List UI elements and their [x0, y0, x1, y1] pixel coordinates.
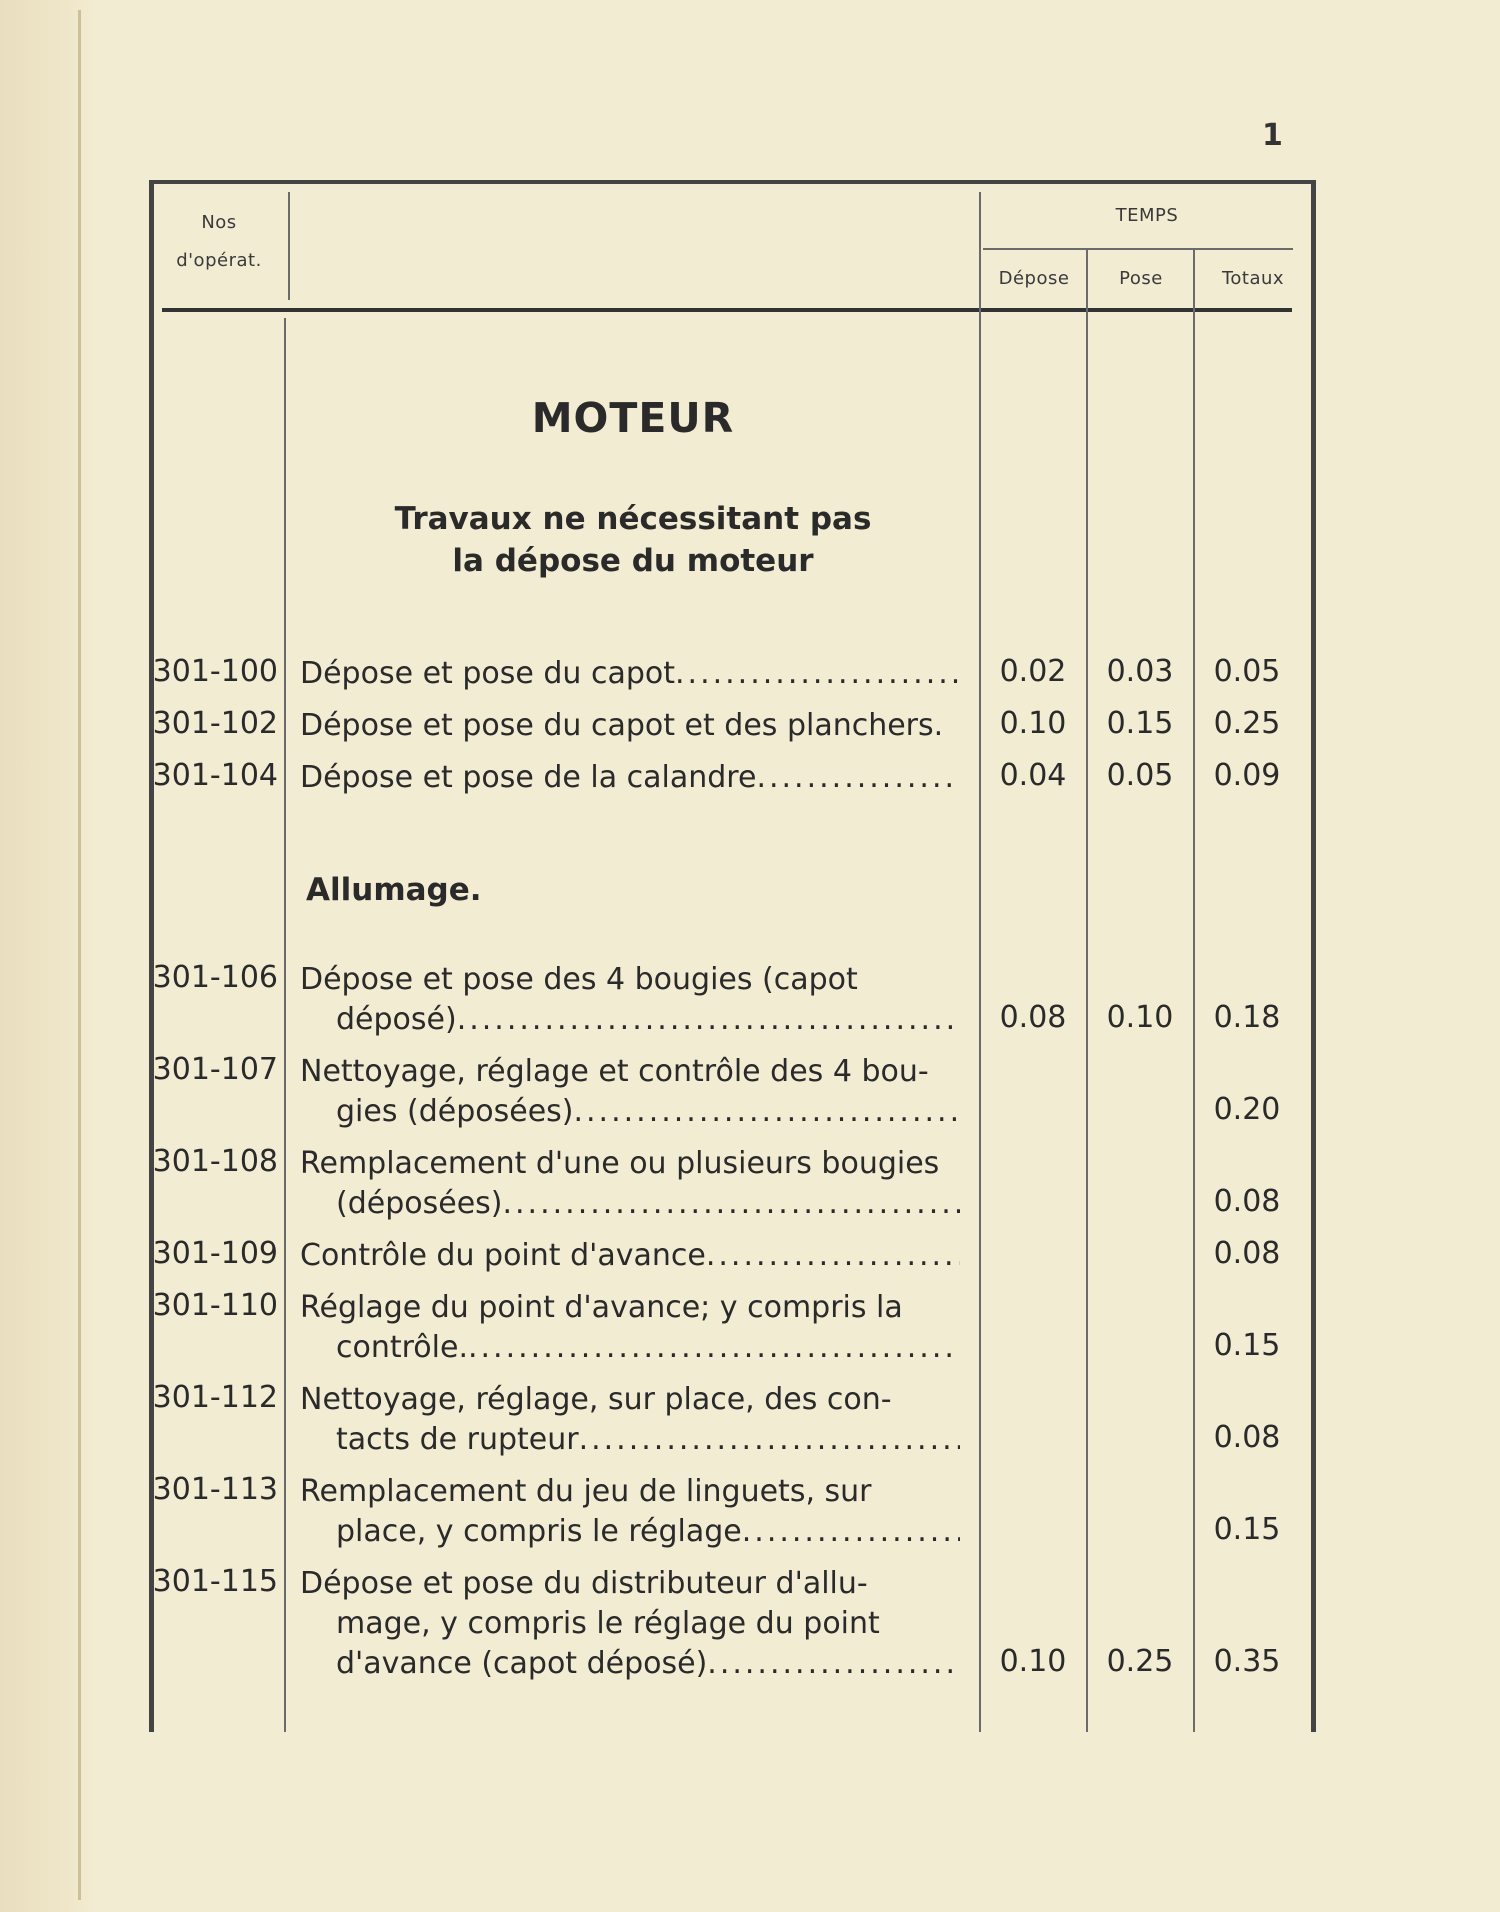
total-time: 0.35 — [1213, 1644, 1281, 1679]
operation-number: 301-100 — [152, 654, 278, 689]
description-line: Contrôle du point d'avance — [300, 1238, 706, 1273]
description-line: Dépose et pose du distributeur d'allu- — [300, 1566, 868, 1601]
operation-number: 301-109 — [152, 1236, 278, 1271]
table-frame-top — [149, 180, 1316, 184]
header-totaux: Totaux — [1221, 268, 1285, 289]
total-time: 0.18 — [1213, 1000, 1281, 1035]
total-time: 0.05 — [1213, 654, 1281, 689]
operation-description — [300, 654, 960, 694]
pose-time: 0.10 — [1106, 1000, 1174, 1035]
description-line: Remplacement du jeu de linguets, sur — [300, 1474, 872, 1509]
total-time: 0.08 — [1213, 1420, 1281, 1455]
operation-number: 301-115 — [152, 1564, 278, 1599]
operation-number: 301-102 — [152, 706, 278, 741]
table-frame-right — [1311, 180, 1316, 1732]
description-line: (déposées) — [336, 1186, 503, 1221]
temps-underline — [983, 248, 1293, 250]
dot-leader — [468, 1328, 960, 1368]
divider-desc-depose — [979, 192, 981, 1732]
description-line: Dépose et pose des 4 bougies (capot — [300, 962, 858, 997]
operation-number: 301-107 — [152, 1052, 278, 1087]
description-line: Réglage du point d'avance; y compris la — [300, 1290, 903, 1325]
description-line: Nettoyage, réglage et contrôle des 4 bou- — [300, 1054, 929, 1089]
depose-time: 0.08 — [999, 1000, 1067, 1035]
operation-number: 301-113 — [152, 1472, 278, 1507]
total-time: 0.08 — [1213, 1184, 1281, 1219]
description-line: Dépose et pose de la calandre — [300, 760, 757, 795]
description-line: Nettoyage, réglage, sur place, des con- — [300, 1382, 892, 1417]
dot-leader — [707, 1644, 960, 1684]
dot-leader — [742, 1512, 960, 1552]
operation-description — [300, 960, 960, 1040]
operation-description — [300, 1380, 960, 1460]
dot-leader — [756, 758, 960, 798]
header-number-sublabel: d'opérat. — [176, 250, 262, 271]
divider-depose-pose — [1086, 250, 1088, 1732]
description-line: d'avance (capot déposé) — [336, 1646, 708, 1681]
depose-time: 0.02 — [999, 654, 1067, 689]
subsection-title: Allumage. — [306, 872, 482, 908]
header-temps: TEMPS — [1115, 205, 1179, 226]
operation-description — [300, 1052, 960, 1132]
header-number-label: Nos — [201, 212, 237, 233]
dot-leader — [675, 654, 960, 694]
description-line: contrôle. — [336, 1330, 468, 1365]
dot-leader — [706, 1236, 960, 1276]
description-line: gies (déposées) — [336, 1094, 574, 1129]
total-time: 0.08 — [1213, 1236, 1281, 1271]
operation-description — [300, 706, 960, 746]
operation-description — [300, 1564, 960, 1684]
operation-description — [300, 1472, 960, 1552]
pose-time: 0.15 — [1106, 706, 1174, 741]
description-line: déposé) — [336, 1002, 457, 1037]
operation-description — [300, 1236, 960, 1276]
description-line: place, y compris le réglage — [336, 1514, 742, 1549]
description-line: Dépose et pose du capot et des planchers. — [300, 708, 944, 743]
section-subtitle-line-2: la dépose du moteur — [452, 543, 814, 579]
operation-description — [300, 1288, 960, 1368]
operation-number: 301-106 — [152, 960, 278, 995]
operation-number: 301-104 — [152, 758, 278, 793]
total-time: 0.15 — [1213, 1328, 1281, 1363]
total-time: 0.15 — [1213, 1512, 1281, 1547]
divider-number-desc — [288, 192, 290, 300]
divider-pose-totaux — [1193, 250, 1195, 1732]
dot-leader — [457, 1000, 960, 1040]
section-title: MOTEUR — [531, 394, 735, 442]
operation-number: 301-108 — [152, 1144, 278, 1179]
operation-number: 301-112 — [152, 1380, 278, 1415]
gutter-fold-line — [78, 10, 81, 1900]
depose-time: 0.04 — [999, 758, 1067, 793]
pose-time: 0.03 — [1106, 654, 1174, 689]
depose-time: 0.10 — [999, 1644, 1067, 1679]
operation-description — [300, 758, 960, 798]
depose-time: 0.10 — [999, 706, 1067, 741]
dot-leader — [502, 1184, 960, 1224]
pose-time: 0.25 — [1106, 1644, 1174, 1679]
divider-number-desc-body — [284, 318, 286, 1732]
operation-description — [300, 1144, 960, 1224]
description-line: Dépose et pose du capot — [300, 656, 675, 691]
total-time: 0.25 — [1213, 706, 1281, 741]
description-line: mage, y compris le réglage du point — [336, 1606, 880, 1641]
pose-time: 0.05 — [1106, 758, 1174, 793]
description-line: Remplacement d'une ou plusieurs bougies — [300, 1146, 940, 1181]
header-pose: Pose — [1119, 268, 1163, 289]
section-subtitle — [290, 498, 976, 582]
operation-number: 301-110 — [152, 1288, 278, 1323]
header-rule — [162, 308, 1292, 312]
total-time: 0.09 — [1213, 758, 1281, 793]
page-number: 1 — [1262, 118, 1283, 153]
header-depose: Dépose — [998, 268, 1070, 289]
description-line: tacts de rupteur — [336, 1422, 579, 1457]
dot-leader — [579, 1420, 960, 1460]
section-subtitle-line-1: Travaux ne nécessitant pas — [394, 501, 872, 537]
dot-leader — [573, 1092, 960, 1132]
total-time: 0.20 — [1213, 1092, 1281, 1127]
